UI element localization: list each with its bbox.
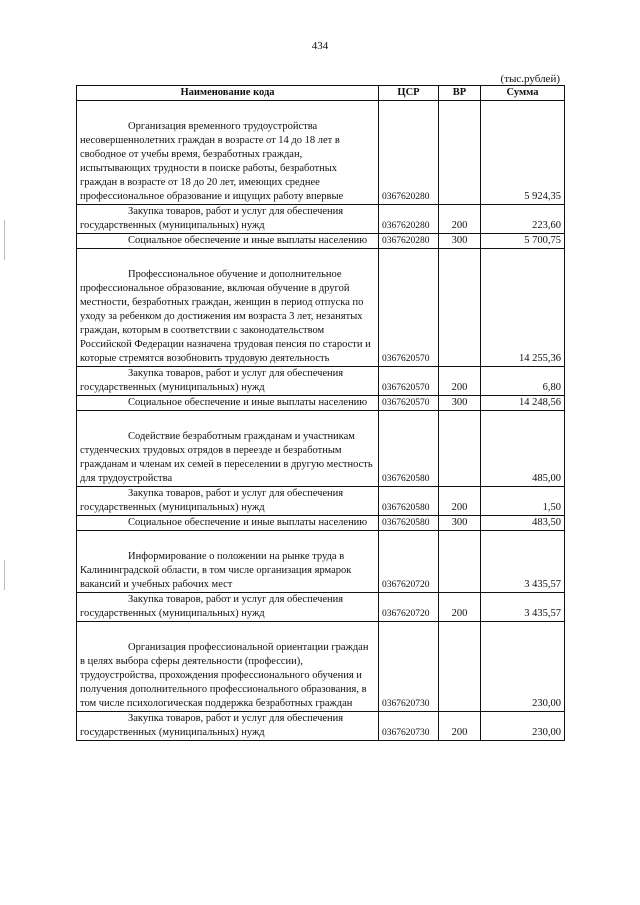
row-csr: 0367620720 [379,531,439,593]
budget-table [76,85,565,741]
row-csr: 0367620730 [379,622,439,712]
header-name: Наименование кода [77,86,379,101]
row-name: Содействие безработным гражданам и участникам студенческих трудовых отрядов в переезде и безработным гражданам и членам их семей в переселении в другую местность для трудоустройства [77,411,379,487]
table-row [77,531,565,593]
row-vr: 200 [439,712,481,741]
row-sum: 3 435,57 [481,593,565,622]
row-vr [439,249,481,367]
row-sum: 3 435,57 [481,531,565,593]
row-sum: 14 255,36 [481,249,565,367]
table-row [77,712,565,741]
row-csr: 0367620580 [379,487,439,516]
table-row [77,367,565,396]
table-row [77,101,565,205]
row-name: Закупка товаров, работ и услуг для обеспечения государственных (муниципальных) нужд [77,487,379,516]
row-name: Закупка товаров, работ и услуг для обеспечения государственных (муниципальных) нужд [77,593,379,622]
table-row [77,622,565,712]
row-name: Организация профессиональной ориентации граждан в целях выбора сферы деятельности (профессии), трудоустройства, прохождения профессионального обучения и получения дополнительного профессионального образования, в том числе психологическая поддержка безработных граждан [77,622,379,712]
row-csr: 0367620570 [379,367,439,396]
row-csr: 0367620570 [379,396,439,411]
row-sum: 230,00 [481,712,565,741]
row-vr: 200 [439,487,481,516]
table-row [77,234,565,249]
row-sum: 223,60 [481,205,565,234]
row-name: Социальное обеспечение и иные выплаты населению [77,516,379,531]
row-sum: 5 700,75 [481,234,565,249]
row-sum: 483,50 [481,516,565,531]
row-sum: 5 924,35 [481,101,565,205]
header-sum: Сумма [481,86,565,101]
row-vr [439,101,481,205]
row-vr: 300 [439,516,481,531]
row-vr [439,411,481,487]
row-sum: 14 248,56 [481,396,565,411]
row-sum: 6,80 [481,367,565,396]
table-row [77,249,565,367]
row-sum: 230,00 [481,622,565,712]
row-name: Социальное обеспечение и иные выплаты населению [77,234,379,249]
margin-mark [4,220,5,260]
row-csr: 0367620280 [379,101,439,205]
row-vr: 300 [439,234,481,249]
row-name: Закупка товаров, работ и услуг для обеспечения государственных (муниципальных) нужд [77,205,379,234]
row-name: Закупка товаров, работ и услуг для обеспечения государственных (муниципальных) нужд [77,367,379,396]
row-csr: 0367620730 [379,712,439,741]
table-row [77,411,565,487]
row-name: Социальное обеспечение и иные выплаты населению [77,396,379,411]
table-row [77,516,565,531]
row-vr: 200 [439,593,481,622]
row-vr [439,622,481,712]
margin-mark [4,560,5,590]
row-csr: 0367620570 [379,249,439,367]
row-name: Информирование о положении на рынке труда в Калининградской области, в том числе организация ярмарок вакансий и учебных рабочих мест [77,531,379,593]
row-sum: 1,50 [481,487,565,516]
units-label: (тыс.рублей) [500,73,560,85]
header-csr: ЦСР [379,86,439,101]
row-csr: 0367620280 [379,234,439,249]
row-csr: 0367620580 [379,411,439,487]
table-row [77,593,565,622]
row-name: Организация временного трудоустройства несовершеннолетних граждан в возрасте от 14 до 18 лет в свободное от учебы время, безработных граждан, испытывающих трудности в поиске работы, безработных граждан в возрасте от 18 до 20 лет, имеющих среднее профессиональное образование и ищущих работу впервые [77,101,379,205]
table-row [77,205,565,234]
row-vr: 300 [439,396,481,411]
row-name: Профессиональное обучение и дополнительное профессиональное образование, включая обучение в другой местности, безработных граждан, женщин в период отпуска по уходу за ребенком до достижения им возраста 3 лет, незанятых граждан, которым в соответствии с законодательством Российской Федерации назначена трудовая пенсия по старости и которые стремятся возобновить трудовую деятельность [77,249,379,367]
table-header-row [77,86,565,101]
row-vr: 200 [439,367,481,396]
row-vr: 200 [439,205,481,234]
row-csr: 0367620280 [379,205,439,234]
row-sum: 485,00 [481,411,565,487]
row-vr [439,531,481,593]
table-row [77,487,565,516]
row-csr: 0367620720 [379,593,439,622]
row-name: Закупка товаров, работ и услуг для обеспечения государственных (муниципальных) нужд [77,712,379,741]
header-vr: ВР [439,86,481,101]
table-row [77,396,565,411]
row-csr: 0367620580 [379,516,439,531]
page-number: 434 [311,40,329,52]
